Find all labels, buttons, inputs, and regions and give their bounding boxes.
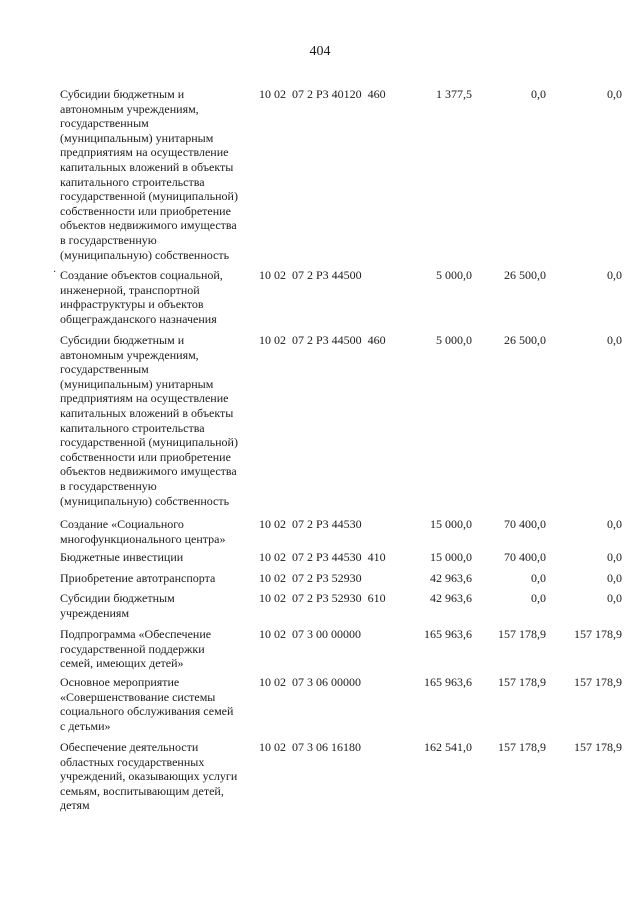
- row-value-2024: 26 500,0: [504, 268, 546, 282]
- row-value-2024: 70 400,0: [504, 550, 546, 564]
- row-code: 10 02 07 2 Р3 44530: [259, 517, 362, 531]
- row-value-2024: 157 178,9: [498, 740, 546, 754]
- row-code: 10 02 07 3 06 00000: [259, 675, 361, 689]
- row-value-2023: 165 963,6: [424, 675, 472, 689]
- row-name: Создание объектов социальной, инженерной, транспортной инфраструктуры и объектов общегражданского назначения: [60, 268, 223, 326]
- row-value-2025: 0,0: [607, 333, 622, 347]
- row-code: 10 02 07 2 Р3 44530 410: [259, 550, 386, 564]
- row-value-2025: 157 178,9: [574, 740, 622, 754]
- row-value-2024: 0,0: [531, 87, 546, 101]
- row-value-2023: 15 000,0: [430, 550, 472, 564]
- row-value-2024: 26 500,0: [504, 333, 546, 347]
- row-name: Обеспечение деятельности областных государственных учреждений, оказывающих услуги семьям, воспитывающим детей, детям: [60, 740, 238, 813]
- row-value-2023: 5 000,0: [436, 333, 472, 347]
- row-value-2025: 0,0: [607, 591, 622, 605]
- row-code: 10 02 07 2 Р3 44500: [259, 268, 362, 282]
- row-value-2023: 1 377,5: [436, 87, 472, 101]
- row-value-2023: 5 000,0: [436, 268, 472, 282]
- row-value-2024: 157 178,9: [498, 627, 546, 641]
- row-name: Бюджетные инвестиции: [60, 550, 184, 564]
- row-name: Создание «Социального многофункционального центра»: [60, 517, 226, 546]
- row-name: Субсидии бюджетным и автономным учреждениям, государственным (муниципальным) унитарным предприятиям на осуществление капитальных вложений в объекты капитального строительства государственной (муниципальной) собственности или приобретение объектов недвижимого имущества в государственную (муниципальную) собственность: [60, 333, 238, 508]
- row-value-2025: 0,0: [607, 517, 622, 531]
- row-name: Приобретение автотранспорта: [60, 571, 216, 585]
- row-name: Основное мероприятие «Совершенствование системы социального обслуживания семей с детьми»: [60, 675, 234, 733]
- row-value-2023: 162 541,0: [424, 740, 472, 754]
- row-value-2025: 157 178,9: [574, 675, 622, 689]
- row-value-2025: 0,0: [607, 268, 622, 282]
- row-value-2024: 0,0: [531, 591, 546, 605]
- row-value-2025: 0,0: [607, 571, 622, 585]
- row-value-2024: 70 400,0: [504, 517, 546, 531]
- row-value-2024: 157 178,9: [498, 675, 546, 689]
- row-code: 10 02 07 3 00 00000: [259, 627, 361, 641]
- row-value-2023: 42 963,6: [430, 591, 472, 605]
- row-code: 10 02 07 2 Р3 40120 460: [259, 87, 386, 101]
- margin-mark: ·: [53, 267, 57, 278]
- row-code: 10 02 07 3 06 16180: [259, 740, 361, 754]
- page-number: 404: [309, 44, 331, 59]
- row-value-2023: 165 963,6: [424, 627, 472, 641]
- row-value-2023: 15 000,0: [430, 517, 472, 531]
- row-name: Субсидии бюджетным и автономным учреждениям, государственным (муниципальным) унитарным предприятиям на осуществление капитальных вложений в объекты капитального строительства государственной (муниципальной) собственности или приобретение объектов недвижимого имущества в государственную (муниципальную) собственность: [60, 87, 238, 262]
- row-value-2025: 0,0: [607, 87, 622, 101]
- row-value-2025: 0,0: [607, 550, 622, 564]
- row-name: Субсидии бюджетным учреждениям: [60, 591, 175, 620]
- row-name: Подпрограмма «Обеспечение государственной поддержки семей, имеющих детей»: [60, 627, 212, 671]
- row-code: 10 02 07 2 Р3 52930: [259, 571, 362, 585]
- row-code: 10 02 07 2 Р3 44500 460: [259, 333, 386, 347]
- row-value-2024: 0,0: [531, 571, 546, 585]
- row-value-2025: 157 178,9: [574, 627, 622, 641]
- row-code: 10 02 07 2 Р3 52930 610: [259, 591, 386, 605]
- row-value-2023: 42 963,6: [430, 571, 472, 585]
